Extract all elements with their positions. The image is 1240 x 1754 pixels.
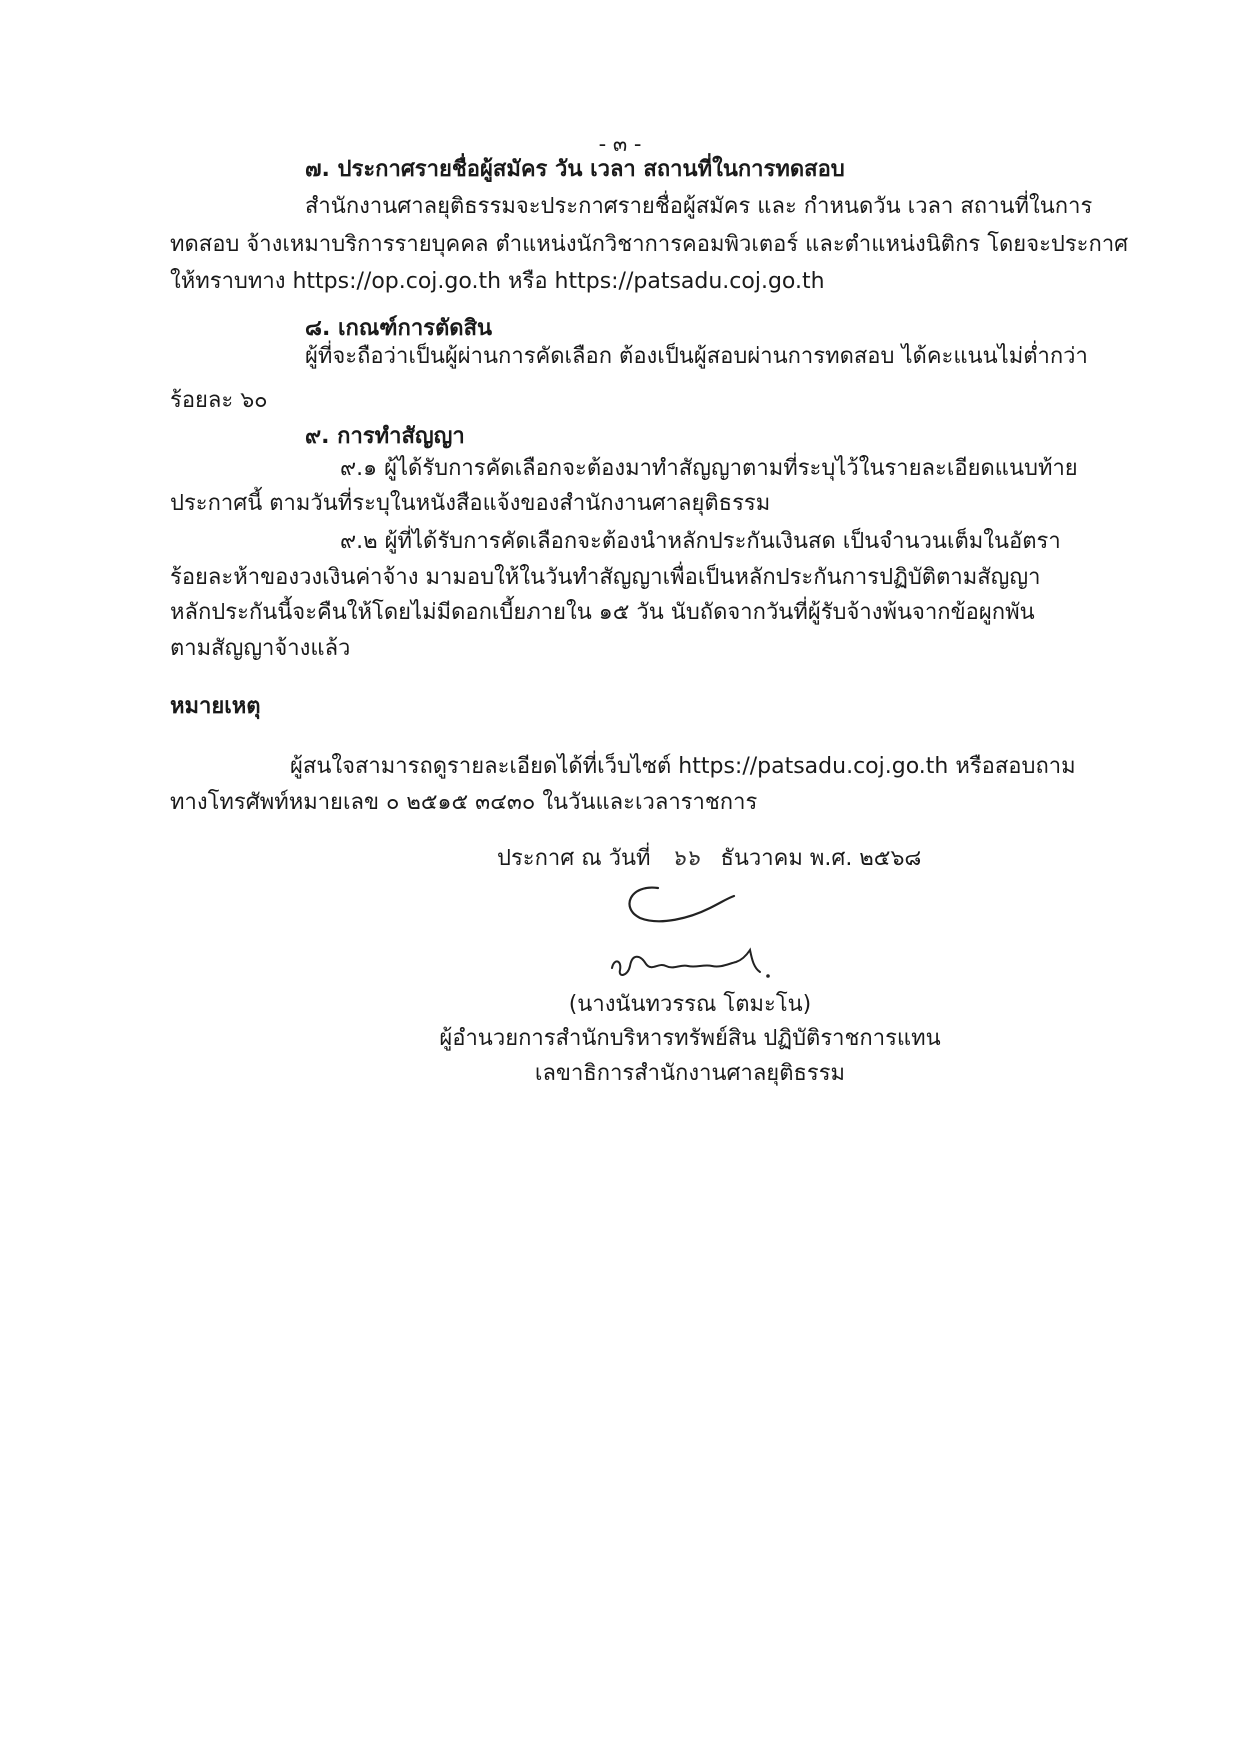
section-9-line-1: ๙.๑ ผู้ได้รับการคัดเลือกจะต้องมาทำสัญญาตามที่ระบุไว้ในรายละเอียดแนบท้าย xyxy=(340,456,1078,481)
signature-svg xyxy=(600,880,800,990)
signatory-position-1: ผู้อำนวยการสำนักบริหารทรัพย์สิน ปฏิบัติราชการแทน xyxy=(439,1026,941,1051)
section-9-line-3: ๙.๒ ผู้ที่ได้รับการคัดเลือกจะต้องนำหลักประกันเงินสด เป็นจำนวนเต็มในอัตรา xyxy=(340,529,1061,554)
section-9-line-6: ตามสัญญาจ้างแล้ว xyxy=(170,636,351,661)
section-7-line-2: ทดสอบ จ้างเหมาบริการรายบุคคล ตำแหน่งนักวิชาการคอมพิวเตอร์ และตำแหน่งนิติกร โดยจะประกาศ xyxy=(170,232,1129,257)
signatory-name: (นางนันทวรรณ โตมะโน) xyxy=(568,992,812,1017)
announcement-date-day: ๖๖ xyxy=(671,846,700,871)
section-8-line-2: ร้อยละ ๖๐ xyxy=(170,388,268,413)
section-7-line-3: ให้ทราบทาง https://op.coj.go.th หรือ https://patsadu.coj.go.th xyxy=(170,269,825,294)
remark-heading: หมายเหตุ xyxy=(170,694,261,719)
section-7-line-1-text: สำนักงานศาลยุติธรรมจะประกาศรายชื่อผู้สมัคร และ กำหนดวัน เวลา สถานที่ในการ xyxy=(305,194,1093,219)
section-9-line-5: หลักประกันนี้จะคืนให้โดยไม่มีดอกเบี้ยภายใน ๑๕ วัน นับถัดจากวันที่ผู้รับจ้างพ้นจากข้อผูกพัน xyxy=(170,600,1035,625)
announcement-date-suffix: ธันวาคม พ.ศ. ๒๕๖๘ xyxy=(720,846,922,871)
section-9-line-2: ประกาศนี้ ตามวันที่ระบุในหนังสือแจ้งของสำนักงานศาลยุติธรรม xyxy=(170,491,771,516)
signatory-position-2: เลขาธิการสำนักงานศาลยุติธรรม xyxy=(534,1061,846,1086)
page-number: - ๓ - xyxy=(598,132,642,156)
section-9-line-4: ร้อยละห้าของวงเงินค่าจ้าง มามอบให้ในวันทำสัญญาเพื่อเป็นหลักประกันการปฏิบัติตามสัญญา xyxy=(170,565,1041,590)
section-7-line-1 xyxy=(305,190,1093,224)
announcement-date-prefix: ประกาศ ณ วันที่ xyxy=(497,846,651,871)
remark-line-1: ผู้สนใจสามารถดูรายละเอียดได้ที่เว็บไซต์ https://patsadu.coj.go.th หรือสอบถาม xyxy=(290,754,1076,779)
remark-line-2: ทางโทรศัพท์หมายเลข ๐ ๒๕๑๕ ๓๔๓๐ ในวันและเวลาราชการ xyxy=(170,790,758,815)
section-7-heading: ๗. ประกาศรายชื่อผู้สมัคร วัน เวลา สถานที่ในการทดสอบ xyxy=(305,157,845,182)
section-8-line-1: ผู้ที่จะถือว่าเป็นผู้ผ่านการคัดเลือก ต้องเป็นผู้สอบผ่านการทดสอบ ได้คะแนนไม่ต่ำกว่า xyxy=(305,344,1088,369)
section-8-heading: ๘. เกณฑ์การตัดสิน xyxy=(305,316,493,341)
signature-image xyxy=(600,880,800,990)
section-9-heading: ๙. การทำสัญญา xyxy=(305,424,465,449)
announcement-date xyxy=(497,842,921,876)
